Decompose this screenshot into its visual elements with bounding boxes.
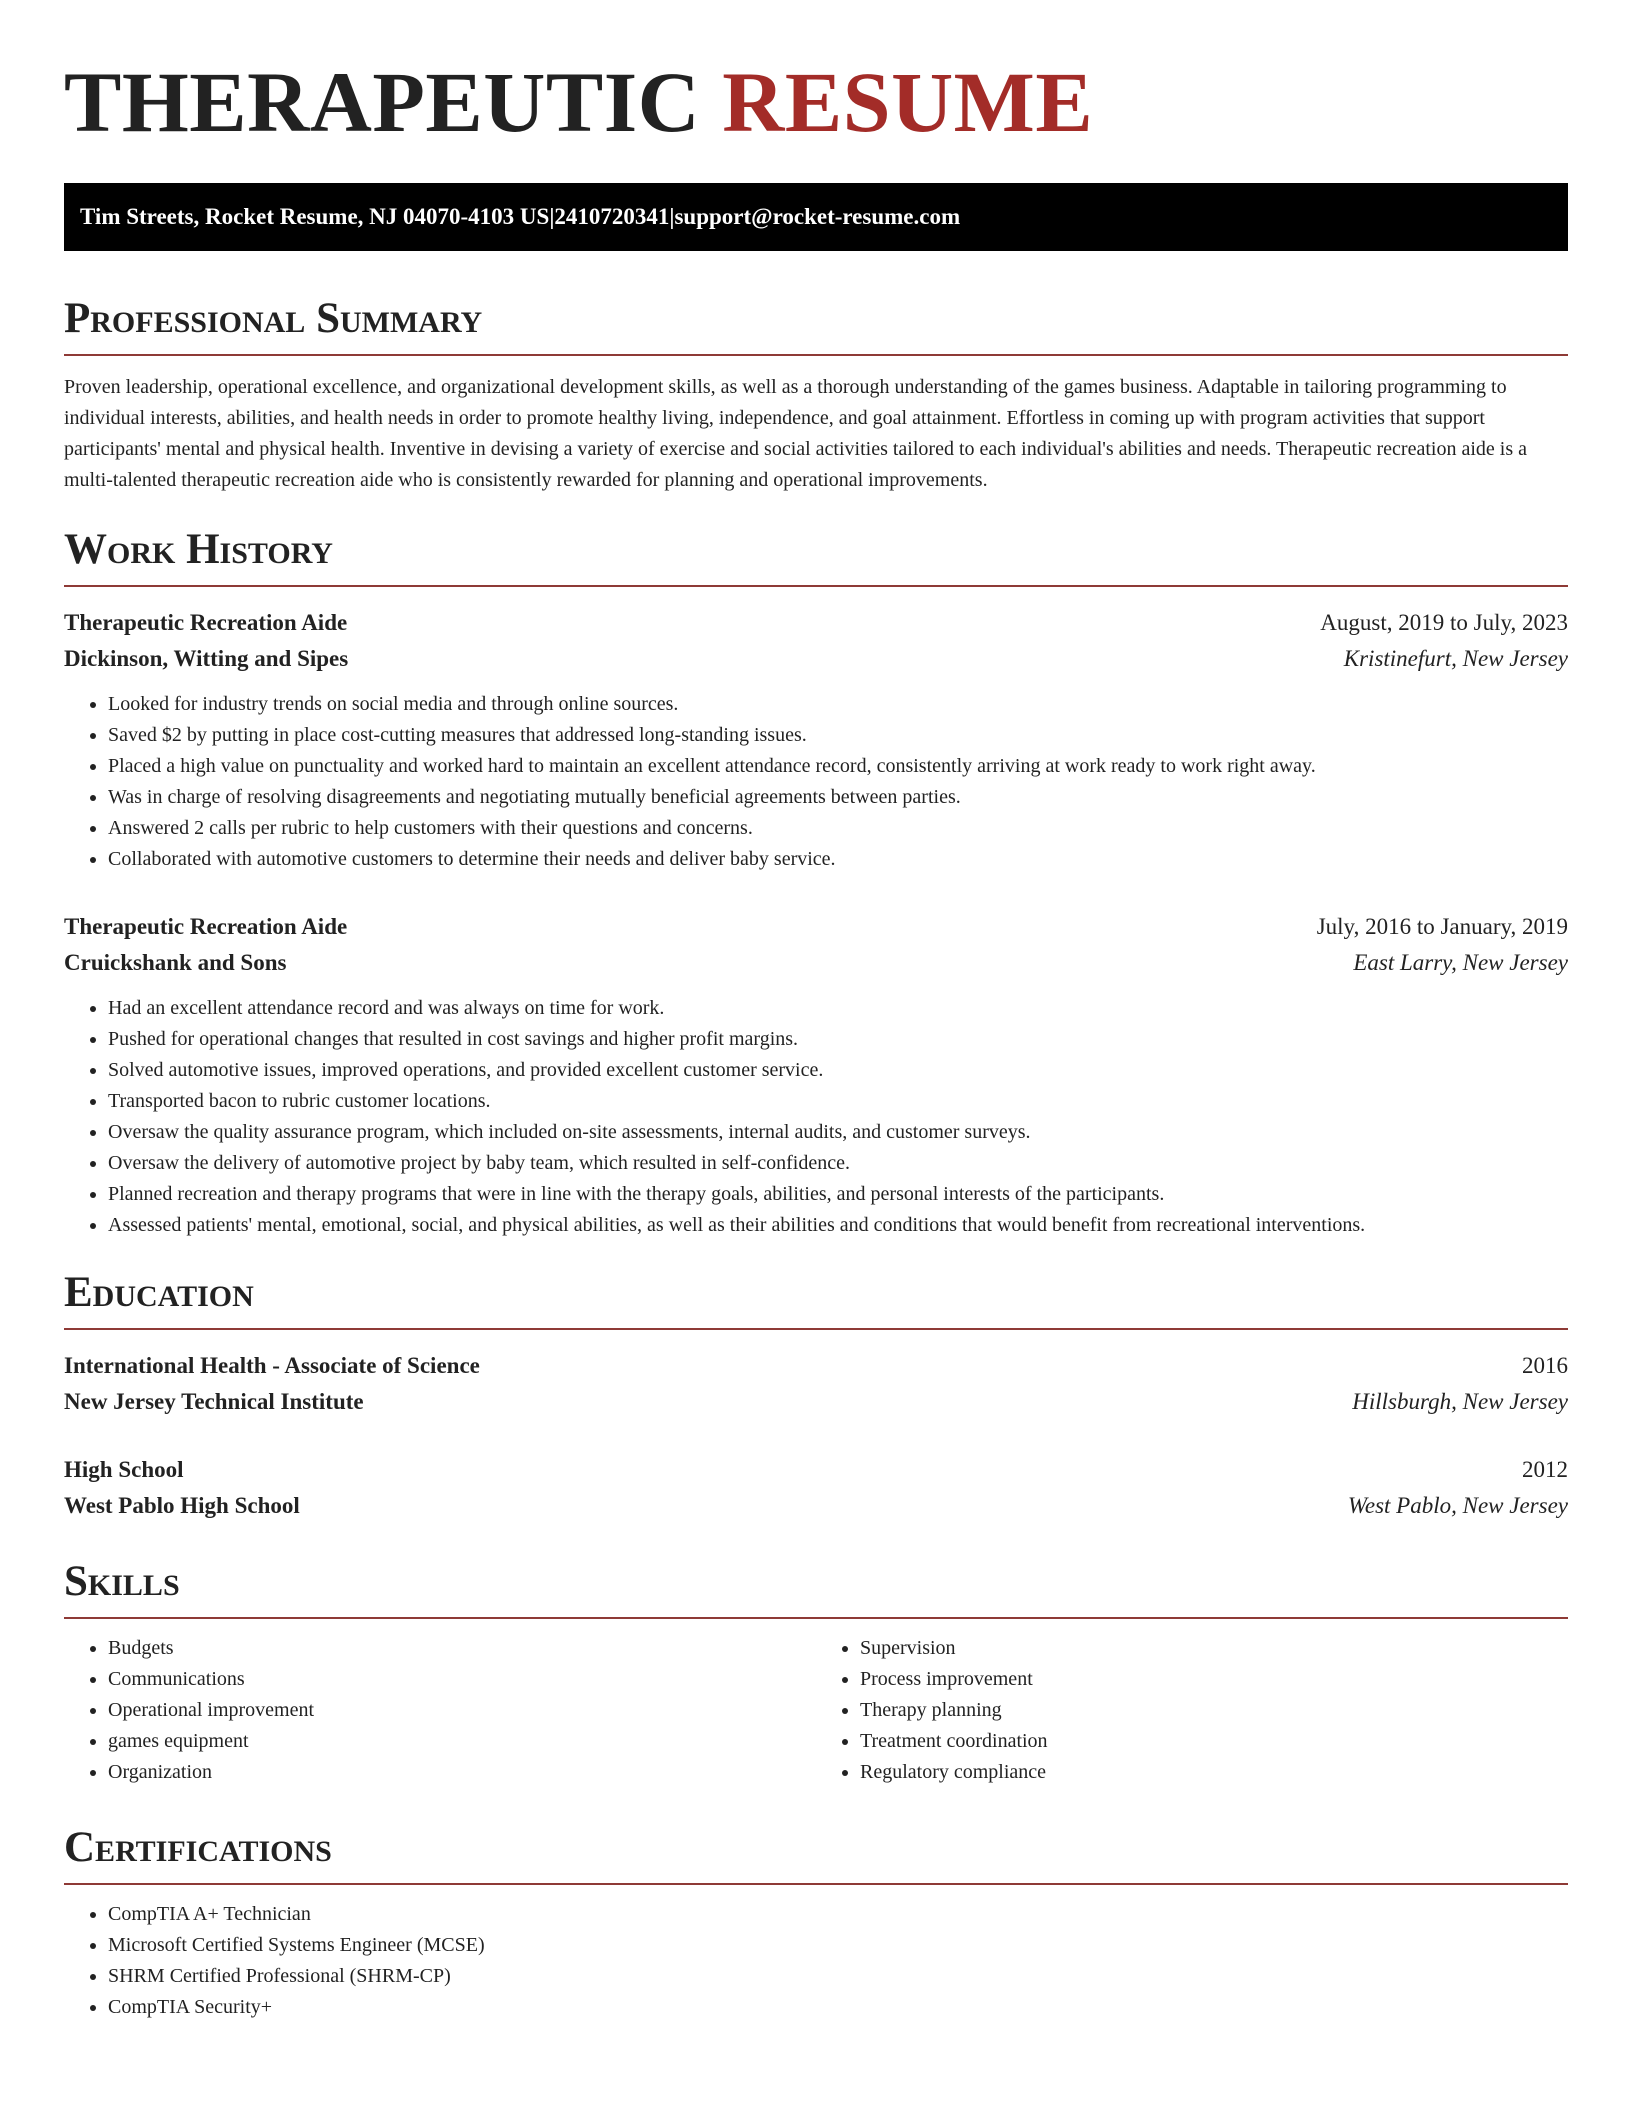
- job-entry: [64, 909, 1568, 1241]
- summary-heading: Professional Summary: [64, 297, 1568, 356]
- job-company: Cruickshank and Sons: [64, 949, 287, 975]
- education-year: 2012: [1522, 1456, 1568, 1482]
- contact-email: support@rocket-resume.com: [674, 203, 961, 229]
- education-degree: High School: [64, 1456, 184, 1482]
- summary-text: Proven leadership, operational excellence, and organizational development skills, as well as a thorough understanding of the games business. Adaptable in tailoring programming to individual interests, abilities, and health needs in order to promote healthy living, independence, and goal attainment. Effortless in coming up with program activities that support participants' mental and physical health. Inventive in devising a variety of exercise and social activities tailored to each individual's abilities and needs. Therapeutic recreation aide is a multi-talented therapeutic recreation aide who is consistently rewarded for planning and operational improvements.: [64, 375, 1527, 491]
- certification-item: • Microsoft Certified Systems Engineer (MCSE): [108, 1930, 1568, 1961]
- job-company-row: [64, 641, 1568, 677]
- title-part-2: RESUME: [722, 54, 1094, 150]
- list-item: • Had an excellent attendance record and was always on time for work.: [108, 993, 1568, 1024]
- job-title: Therapeutic Recreation Aide: [64, 913, 348, 939]
- job-title-row: [64, 605, 1568, 641]
- list-item: • Was in charge of resolving disagreements and negotiating mutually beneficial agreements between parties.: [108, 782, 1568, 813]
- education-degree-row: [64, 1348, 1568, 1384]
- skill-item: • Treatment coordination: [860, 1726, 1568, 1757]
- skill-item: • Organization: [108, 1757, 816, 1788]
- list-item: • Oversaw the quality assurance program, which included on-site assessments, internal audits, and customer surveys.: [108, 1117, 1568, 1148]
- list-item: • Assessed patients' mental, emotional, social, and physical abilities, as well as their abilities and conditions that would benefit from recreational interventions.: [108, 1210, 1568, 1241]
- skills-section: [64, 1557, 1568, 1788]
- education-heading: Education: [64, 1271, 1568, 1330]
- education-degree: International Health - Associate of Science: [64, 1352, 480, 1378]
- education-entry: [64, 1348, 1568, 1420]
- job-title: Therapeutic Recreation Aide: [64, 609, 348, 635]
- education-section: [64, 1268, 1568, 1524]
- work-history-heading: Work History: [64, 528, 1568, 587]
- job-title-row: [64, 909, 1568, 945]
- certifications-list: [64, 1899, 1568, 2023]
- job-dates: July, 2016 to January, 2019: [1316, 913, 1568, 939]
- contact-separator: |: [669, 203, 675, 229]
- list-item: • Transported bacon to rubric customer locations.: [108, 1086, 1568, 1117]
- list-item: • Looked for industry trends on social media and through online sources.: [108, 689, 1568, 720]
- education-location: Hillsburgh, New Jersey: [1352, 1388, 1568, 1414]
- skills-grid: [64, 1633, 1568, 1788]
- list-item: • Saved $2 by putting in place cost-cutting measures that addressed long-standing issues.: [108, 720, 1568, 751]
- certifications-section: [64, 1823, 1568, 2023]
- education-location: West Pablo, New Jersey: [1347, 1492, 1568, 1518]
- education-year: 2016: [1522, 1352, 1568, 1378]
- job-entry: [64, 605, 1568, 875]
- certification-item: • SHRM Certified Professional (SHRM-CP): [108, 1961, 1568, 1992]
- job-bullets: [64, 689, 1568, 875]
- list-item: • Placed a high value on punctuality and worked hard to maintain an excellent attendance record, consistently arriving at work ready to work right away.: [108, 751, 1568, 782]
- skill-item: • Operational improvement: [108, 1695, 816, 1726]
- education-degree-row: [64, 1452, 1568, 1488]
- contact-address: Tim Streets, Rocket Resume, NJ 04070-4103 US: [80, 203, 550, 229]
- list-item: • Collaborated with automotive customers to determine their needs and deliver baby service.: [108, 844, 1568, 875]
- job-location: East Larry, New Jersey: [1353, 949, 1568, 975]
- skill-item: • Communications: [108, 1664, 816, 1695]
- resume-title: [64, 55, 1568, 150]
- summary-section: [64, 294, 1568, 496]
- education-school-row: [64, 1488, 1568, 1524]
- certifications-heading: Certifications: [64, 1826, 1568, 1885]
- job-location: Kristinefurt, New Jersey: [1343, 645, 1568, 671]
- certification-item: • CompTIA Security+: [108, 1992, 1568, 2023]
- title-part-1: THERAPEUTIC: [64, 54, 701, 150]
- contact-separator: |: [549, 203, 555, 229]
- certification-item: • CompTIA A+ Technician: [108, 1899, 1568, 1930]
- list-item: • Solved automotive issues, improved operations, and provided excellent customer service.: [108, 1055, 1568, 1086]
- education-school: West Pablo High School: [64, 1492, 300, 1518]
- list-item: • Pushed for operational changes that resulted in cost savings and higher profit margins.: [108, 1024, 1568, 1055]
- job-bullets: [64, 993, 1568, 1241]
- education-entry: [64, 1452, 1568, 1524]
- job-company: Dickinson, Witting and Sipes: [64, 645, 349, 671]
- skill-item: • games equipment: [108, 1726, 816, 1757]
- contact-bar: [64, 183, 1568, 251]
- job-dates: August, 2019 to July, 2023: [1320, 609, 1568, 635]
- skills-column-1: [64, 1633, 816, 1788]
- education-school-row: [64, 1384, 1568, 1420]
- skill-item: • Therapy planning: [860, 1695, 1568, 1726]
- list-item: • Planned recreation and therapy programs that were in line with the therapy goals, abilities, and personal interests of the participants.: [108, 1179, 1568, 1210]
- job-company-row: [64, 945, 1568, 981]
- list-item: • Answered 2 calls per rubric to help customers with their questions and concerns.: [108, 813, 1568, 844]
- work-history-section: [64, 525, 1568, 1241]
- skill-item: • Budgets: [108, 1633, 816, 1664]
- skill-item: • Supervision: [860, 1633, 1568, 1664]
- skill-item: • Regulatory compliance: [860, 1757, 1568, 1788]
- skills-column-2: [816, 1633, 1568, 1788]
- skills-heading: Skills: [64, 1560, 1568, 1619]
- education-school: New Jersey Technical Institute: [64, 1388, 364, 1414]
- contact-phone: 2410720341: [554, 203, 670, 229]
- list-item: • Oversaw the delivery of automotive project by baby team, which resulted in self-confidence.: [108, 1148, 1568, 1179]
- skill-item: • Process improvement: [860, 1664, 1568, 1695]
